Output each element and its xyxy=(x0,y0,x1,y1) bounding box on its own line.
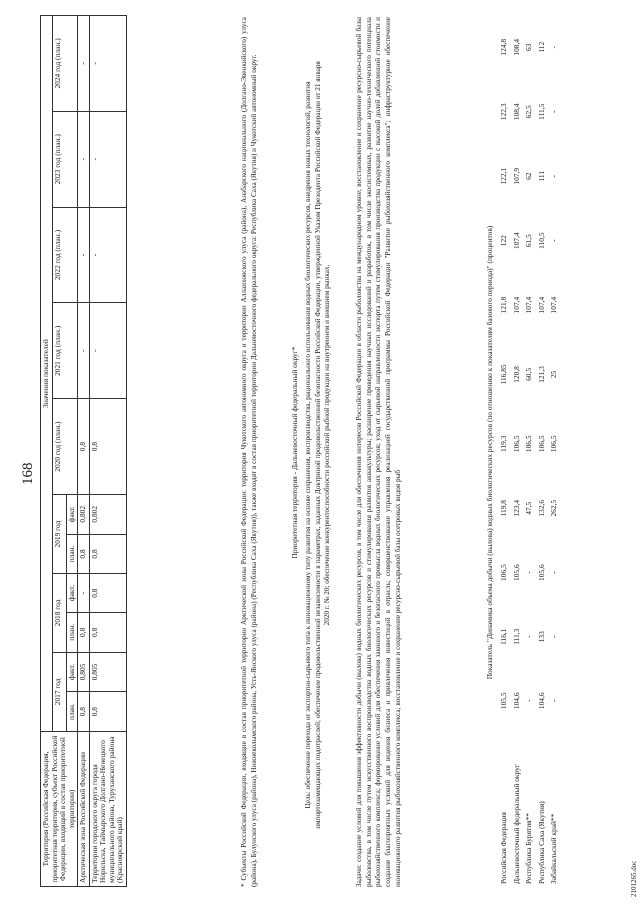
table-row xyxy=(536,15,549,887)
row-value: 112 xyxy=(536,41,546,53)
row-value: 105,5 xyxy=(499,692,508,710)
row-value: 0,802 xyxy=(78,494,90,534)
row-value: - xyxy=(524,635,534,638)
header-year-2023: 2023 год (план.) xyxy=(52,111,78,207)
header-territory: Территория (Российская Федерация, приоритетная территория, субъект Российской Федерации, входящий в состав приоритетной территории) xyxy=(41,732,78,887)
row-territory: Республика Саха (Якутия) xyxy=(536,801,546,884)
row-value: - xyxy=(78,303,90,399)
row-value: 106,5 xyxy=(511,435,521,453)
header-year-2017: 2017 год xyxy=(52,652,66,731)
row-value: 106,5 xyxy=(499,564,508,581)
row-value: 107,4 xyxy=(549,296,559,314)
row-value: - xyxy=(78,574,90,613)
header-year-2020: 2020 год (план.) xyxy=(52,399,78,495)
tasks-text: Задачи: создание условий для повышения эффективности добычи (вылова) водных биологических ресурсов, в том числе для обеспечения интересов Российской Федерации в области рыболовства на международном уровне; восстановление и сохранение ресурсно-сырьевой базы рыболовства, в том числе путем искусственного воспроизводства водных биологических ресурсов и стимулирования развития аквакультуры; расширение проведения научных исследований и разработок, в том числе экосистемных, развитие научно-технического потенциала рыбохозяйственного комплекса; формирование условий для обеспечения законного и безопасного промысла водных биологических ресурсов; уход от сырьевой направленности экспорта путем стимулирования производства продукции с высокой долей добавленной стоимости и создание благоприятных условий для ведения бизнеса и привлечения инвестиций в отрасль; совершенствование управления реализацией государственной программы Российской Федерации "Развитие рыбохозяйственного комплекса"; инфраструктурное обеспечение инновационного развития рыбохозяйственного комплекса; восстановление и сохранение ресурсно-сырьевой базы осетровых видов рыб xyxy=(355,17,402,887)
row-value: 104,6 xyxy=(536,692,546,710)
row-value: 111 xyxy=(536,170,546,182)
indicator-title: Показатель "Динамика объема добычи (вылова) водных биологических ресурсов (по отношению к показателям базового периода)" (процентов) xyxy=(485,225,494,680)
header-fact: факт. xyxy=(66,574,78,613)
table-row xyxy=(523,15,536,887)
row-value: 47,5 xyxy=(524,501,534,515)
header-plan: план. xyxy=(66,534,78,574)
priority-territory-title: Приоритетная территория - Дальневосточный федеральный округ* xyxy=(290,346,299,559)
row-value: 0,805 xyxy=(89,652,126,692)
row-value: 0,8 xyxy=(78,612,90,652)
page-number: 168 xyxy=(20,462,36,485)
row-value: 122,3 xyxy=(499,103,508,121)
row-value: 121,8 xyxy=(499,296,508,314)
row-value: 111,3 xyxy=(511,628,521,645)
table-row xyxy=(78,16,90,887)
row-value: 62,5 xyxy=(524,105,534,119)
table-row xyxy=(498,15,511,887)
row-value: - xyxy=(549,46,559,49)
row-value: 60,5 xyxy=(524,367,534,381)
row-value: - xyxy=(89,303,126,399)
row-value: 0,8 xyxy=(78,399,90,495)
row-value: 107,4 xyxy=(511,296,521,314)
row-value: - xyxy=(549,635,559,638)
header-year-2018: 2018 год xyxy=(52,574,66,652)
document-id: 2101265.doc xyxy=(630,860,638,897)
row-value: - xyxy=(549,571,559,574)
row-value: 61,5 xyxy=(524,234,534,248)
goal-text: Цель: обеспечение перехода от экспортно-сырьевого типа к инновационному типу развития на основе сохранения, воспроизводства, рационального использования водных биологических ресурсов, внедрения новых технологий, развития импортозамещающих подотраслей; обеспечение продовольственной независимости в параметрах, заданных Доктриной продовольственной безопасности Российской Федерации, утвержденной Указом Президента Российской Федерации от 21 января 2020 г. № 20; обеспечение конкурентоспособности российской рыбной продукции на внутреннем и внешнем рынках. xyxy=(304,61,332,829)
row-value: 132,6 xyxy=(536,499,546,517)
row-value: - xyxy=(78,16,90,112)
row-value: 122 xyxy=(499,235,508,247)
row-territory: Арктическая зона Российской Федерации xyxy=(78,732,90,887)
row-territory: Забайкальский край** xyxy=(549,813,559,884)
row-value: 0,8 xyxy=(89,692,126,732)
header-fact: факт. xyxy=(66,494,78,534)
row-value: 106,5 xyxy=(536,435,546,453)
header-values: Значения показателей xyxy=(41,16,53,732)
row-value: - xyxy=(549,239,559,242)
table-row xyxy=(89,16,126,887)
row-value: 119,3 xyxy=(499,435,508,452)
row-value: 0,802 xyxy=(89,494,126,534)
row-value: 119,8 xyxy=(499,500,508,517)
row-value: 0,8 xyxy=(89,574,126,613)
header-plan: план. xyxy=(66,612,78,652)
row-value: - xyxy=(524,699,534,703)
row-value: 63 xyxy=(524,43,534,51)
row-value: 120,8 xyxy=(511,366,521,383)
row-value: 116,85 xyxy=(499,364,508,385)
row-value: 0,8 xyxy=(89,612,126,652)
row-value: 116,1 xyxy=(499,628,508,645)
row-value: 111,5 xyxy=(536,103,546,120)
row-value: 104,6 xyxy=(511,692,521,710)
row-territory: Российская Федерация xyxy=(499,812,508,884)
table-row xyxy=(548,15,561,887)
row-value: - xyxy=(524,571,534,574)
header-year-2019: 2019 год xyxy=(52,494,66,573)
footnote: * Субъекты Российской Федерации, входящие в состав приоритетной территории Арктической зоны Российской Федерации: территория Чукотского автономного округа и территории Аллаиховского улуса (района), Анабарского национального (Долгано-Эвенкийского) улуса (района), Булунского улуса (района), Нижнеколымского района, Усть-Янского улуса (района) (Республика Саха (Якутия)), также входят в состав приоритетной территории Дальневосточного федерального округа: Республика Саха (Якутия) и Чукотский автономный округ. xyxy=(240,17,258,887)
row-value: - xyxy=(549,174,559,178)
indicator-table-arctic xyxy=(40,15,127,887)
row-territory: Республика Бурятия** xyxy=(524,813,534,884)
row-value: 123,4 xyxy=(511,499,521,517)
row-value: 107,9 xyxy=(511,167,521,185)
row-value: 122,1 xyxy=(499,167,508,185)
row-value: - xyxy=(89,111,126,207)
row-value: 105,6 xyxy=(536,564,546,581)
row-value: 62 xyxy=(524,172,534,180)
header-year-2022: 2022 год (план.) xyxy=(52,207,78,303)
row-value: 0,8 xyxy=(89,399,126,495)
row-value: 0,8 xyxy=(89,534,126,574)
row-value: 107,4 xyxy=(511,232,521,249)
row-value: 0,8 xyxy=(78,534,90,574)
row-value: 25 xyxy=(549,370,559,379)
header-plan: план. xyxy=(66,692,78,732)
row-value: - xyxy=(78,111,90,207)
row-value: - xyxy=(549,699,559,703)
row-value: - xyxy=(89,16,126,112)
row-value: 108,4 xyxy=(511,38,521,56)
row-value: 124,8 xyxy=(499,38,508,56)
row-value: 108,4 xyxy=(511,103,521,121)
row-territory: Территории городского округа города Норильска, Таймырского Долгано-Ненецкого муниципального района, Туруханского района (Красноярский край) xyxy=(89,732,126,887)
row-value: 262,5 xyxy=(549,499,559,517)
row-value: - xyxy=(549,110,559,113)
row-value: 121,3 xyxy=(536,366,546,383)
row-value: 133 xyxy=(536,631,546,643)
row-value: 0,8 xyxy=(78,692,90,732)
row-value: 107,4 xyxy=(536,296,546,314)
row-value: 106,5 xyxy=(549,435,559,453)
row-territory: Дальневосточный федеральный округ xyxy=(511,764,521,884)
header-fact: факт. xyxy=(66,652,78,692)
row-value: 106,5 xyxy=(524,435,534,453)
row-value: 0,805 xyxy=(78,652,90,692)
row-value: 110,5 xyxy=(536,232,546,249)
row-value: 107,4 xyxy=(524,296,534,314)
row-value: 105,6 xyxy=(511,564,521,581)
table-row xyxy=(511,15,524,887)
header-year-2021: 2021 год (план.) xyxy=(52,303,78,399)
row-value: - xyxy=(89,207,126,303)
indicator-table-far-east xyxy=(498,15,561,887)
row-value: - xyxy=(78,207,90,303)
header-year-2024: 2024 год (план.) xyxy=(52,16,78,112)
